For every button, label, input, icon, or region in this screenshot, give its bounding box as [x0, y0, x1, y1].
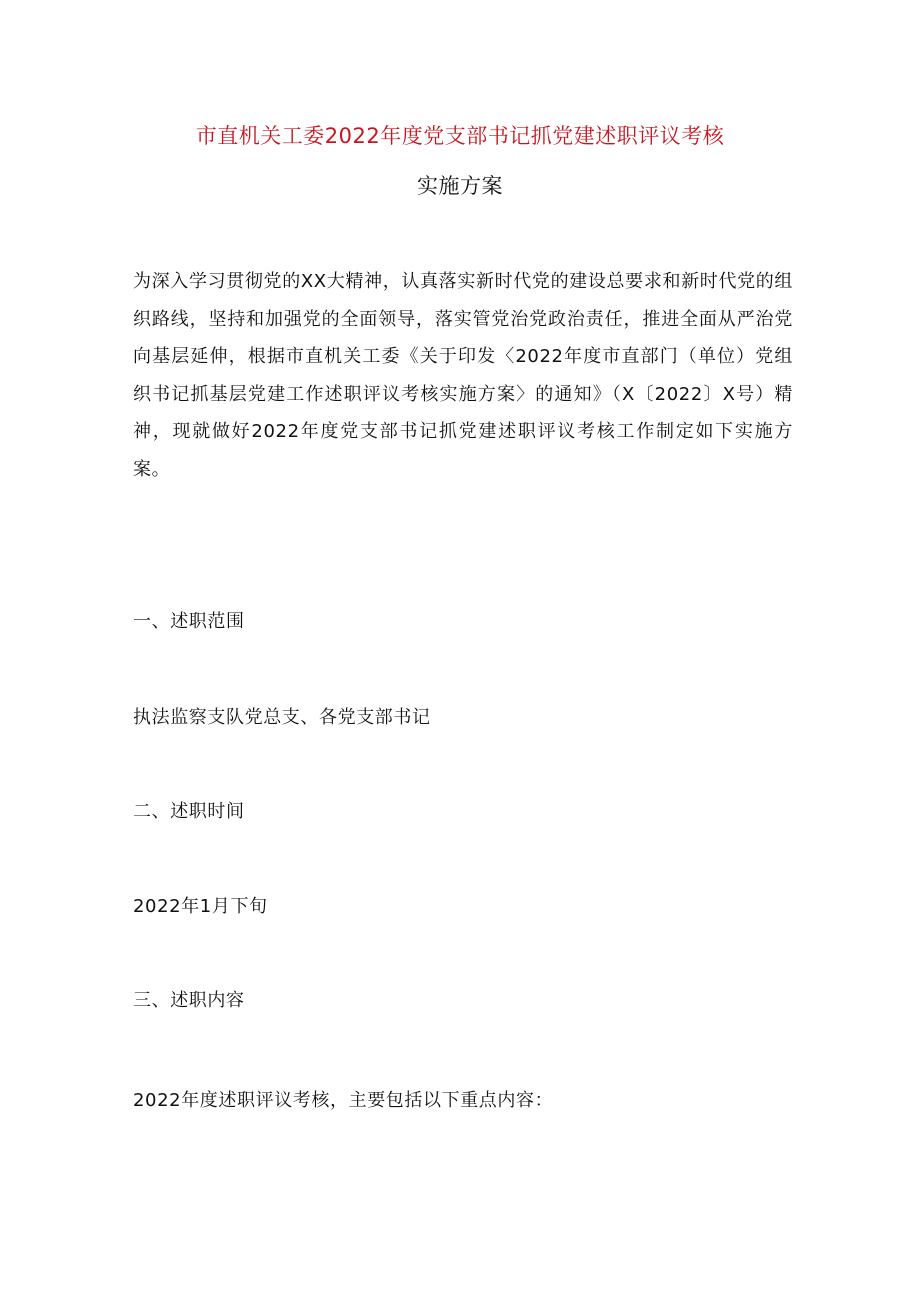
- intro-paragraph: 为深入学习贯彻党的XX大精神，认真落实新时代党的建设总要求和新时代党的组织路线，坚持和加强党的全面领导，落实管党治党政治责任，推进全面从严治党向基层延伸，根据市直机关工委《关于印发〈2022年度市直部门（单位）党组织书记抓基层党建工作述职评议考核实施方案〉的通知》（X〔2022〕X号）精神，现就做好2022年度党支部书记抓党建述职评议考核工作制定如下实施方案。: [133, 271, 793, 480]
- section-heading-scope: 一、述职范围: [133, 611, 245, 632]
- section-body-scope: 执法监察支队党总支、各党支部书记: [133, 707, 431, 728]
- document-title: 市直机关工委2022年度党支部书记抓党建述职评议考核: [195, 124, 725, 148]
- section-body-content: 2022年度述职评议考核，主要包括以下重点内容：: [133, 1090, 554, 1111]
- section-heading-time: 二、述职时间: [133, 801, 245, 822]
- section-body-time: 2022年1月下旬: [133, 896, 268, 917]
- section-heading-content: 三、述职内容: [133, 990, 245, 1011]
- document-subtitle: 实施方案: [417, 174, 503, 198]
